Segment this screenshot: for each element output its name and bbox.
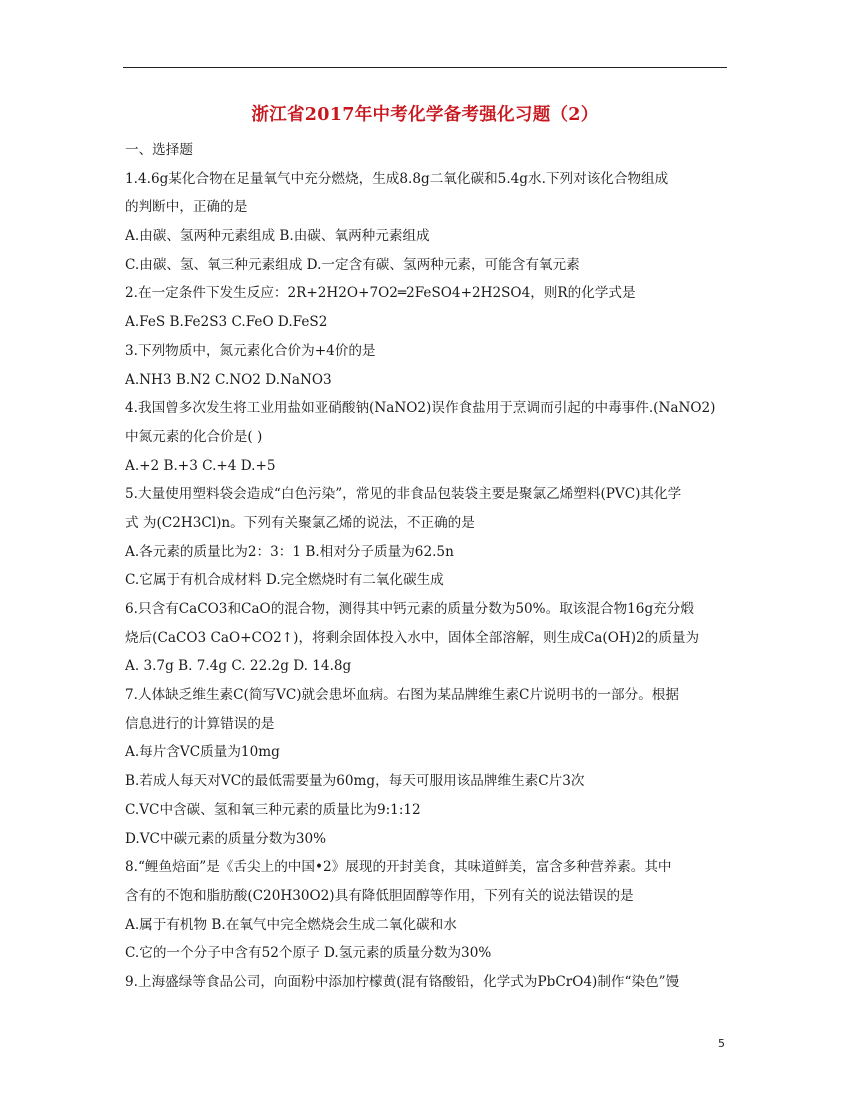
text-line: A.由碳、氢两种元素组成 B.由碳、氧两种元素组成 bbox=[125, 228, 430, 245]
document-body bbox=[125, 136, 735, 997]
text-line: A.FeS B.Fe2S3 C.FeO D.FeS2 bbox=[125, 314, 328, 331]
text-line: A.每片含VC质量为10mg bbox=[125, 744, 280, 761]
header-rule bbox=[123, 67, 727, 68]
text-line: 2.在一定条件下发生反应：2R+2H2O+7O2═2FeSO4+2H2SO4，则R的化学式是 bbox=[125, 285, 636, 302]
text-line: 4.我国曾多次发生将工业用盐如亚硝酸钠(NaNO2)误作食盐用于烹调而引起的中毒事件.(NaNO2) bbox=[125, 400, 716, 417]
text-line: C.由碳、氢、氧三种元素组成 D.一定含有碳、氢两种元素，可能含有氧元素 bbox=[125, 256, 580, 273]
text-line: 5.大量使用塑料袋会造成“白色污染”，常见的非食品包装袋主要是聚氯乙烯塑料(PVC)其化学 bbox=[125, 486, 682, 503]
text-line: 的判断中，正确的是 bbox=[125, 199, 248, 216]
text-line: D.VC中碳元素的质量分数为30% bbox=[125, 830, 327, 847]
text-line: C.它的一个分子中含有52个原子 D.氢元素的质量分数为30% bbox=[125, 945, 492, 962]
text-line: 7.人体缺乏维生素C(简写VC)就会患坏血病。右图为某品牌维生素C片说明书的一部分。根据 bbox=[125, 687, 679, 704]
page-number: 5 bbox=[718, 1037, 725, 1050]
text-line: B.若成人每天对VC的最低需要量为60mg，每天可服用该品牌维生素C片3次 bbox=[125, 773, 585, 790]
text-line: 式 为(C2H3Cl)n。下列有关聚氯乙烯的说法，不正确的是 bbox=[125, 514, 475, 531]
text-line: 含有的不饱和脂肪酸(C20H30O2)具有降低胆固醇等作用，下列有关的说法错误的是 bbox=[125, 887, 634, 904]
text-line: C.它属于有机合成材料 D.完全燃烧时有二氧化碳生成 bbox=[125, 572, 444, 589]
text-line: 信息进行的计算错误的是 bbox=[125, 715, 275, 732]
text-line: 中氮元素的化合价是( ) bbox=[125, 428, 263, 445]
text-line: A.NH3 B.N2 C.NO2 D.NaNO3 bbox=[125, 371, 332, 388]
document-title: 浙江省2017年中考化学备考强化习题（2） bbox=[251, 105, 599, 125]
text-line: A.属于有机物 B.在氧气中完全燃烧会生成二氧化碳和水 bbox=[125, 916, 457, 933]
text-line: A. 3.7g B. 7.4g C. 22.2g D. 14.8g bbox=[125, 658, 352, 675]
text-line: C.VC中含碳、氢和氧三种元素的质量比为9:1:12 bbox=[125, 801, 421, 818]
text-line: 一、选择题 bbox=[125, 142, 193, 158]
text-line: A.+2 B.+3 C.+4 D.+5 bbox=[125, 457, 276, 474]
text-line: 6.只含有CaCO3和CaO的混合物，测得其中钙元素的质量分数为50%。取该混合物16g充分煅 bbox=[125, 601, 694, 617]
text-line: A.各元素的质量比为2：3：1 B.相对分子质量为62.5n bbox=[125, 543, 454, 560]
text-line: 8.“鲤鱼焙面”是《舌尖上的中国•2》展现的开封美食，其味道鲜美，富含多种营养素。其中 bbox=[125, 859, 672, 876]
text-line: 1.4.6g某化合物在足量氧气中充分燃烧，生成8.8g二氧化碳和5.4g水.下列对该化合物组成 bbox=[125, 170, 669, 187]
text-line: 烧后(CaCO3 CaO+CO2↑)，将剩余固体投入水中，固体全部溶解，则生成Ca(OH)2的质量为 bbox=[125, 629, 700, 646]
text-line: 9.上海盛绿等食品公司，向面粉中添加柠檬黄(混有铬酸铅，化学式为PbCrO4)制作“染色”馒 bbox=[125, 973, 680, 990]
text-line: 3.下列物质中，氮元素化合价为+4价的是 bbox=[125, 342, 376, 359]
